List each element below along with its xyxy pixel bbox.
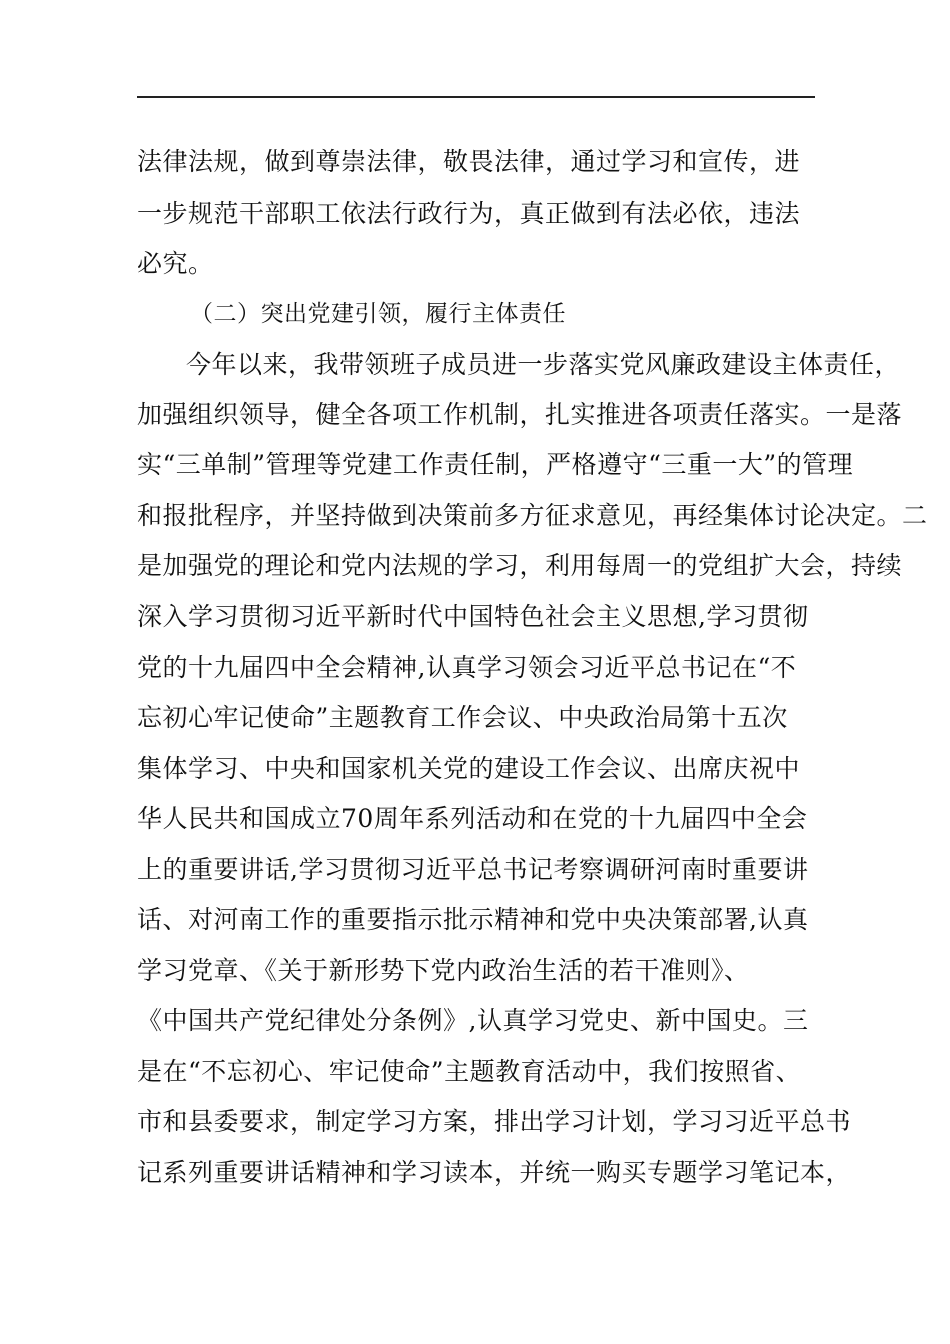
body-line-16: 话、对河南工作的重要指示批示精神和党中央决策部署,认真 — [137, 905, 809, 934]
body-line-2: 一步规范干部职工依法行政行为，真正做到有法必依，违法 — [137, 199, 801, 228]
body-line-13: 集体学习、中央和国家机关党的建设工作会议、出席庆祝中 — [137, 754, 801, 783]
body-line-1: 法律法规，做到尊崇法律，敬畏法律，通过学习和宣传，进 — [137, 147, 801, 176]
body-line-8: 和报批程序，并坚持做到决策前多方征求意见，再经集体讨论决定。二 — [137, 501, 928, 530]
body-line-6: 加强组织领导，健全各项工作机制，扎实推进各项责任落实。一是落 — [137, 400, 903, 429]
body-line-12: 忘初心牢记使命”主题教育工作会议、中央政治局第十五次 — [137, 703, 788, 732]
body-line-7: 实“三单制”管理等党建工作责任制，严格遵守“三重一大”的管理 — [137, 450, 854, 479]
body-line-10: 深入学习贯彻习近平新时代中国特色社会主义思想,学习贯彻 — [137, 602, 809, 631]
body-line-11: 党的十九届四中全会精神,认真学习领会习近平总书记在“不 — [137, 653, 797, 682]
section-heading: （二）突出党建引领，履行主体责任 — [190, 301, 566, 327]
body-line-21: 记系列重要讲话精神和学习读本，并统一购买专题学习笔记本， — [137, 1158, 852, 1187]
body-line-17: 学习党章、《关于新形势下党内政治生活的若干准则》、 — [137, 956, 750, 985]
body-line-15: 上的重要讲话,学习贯彻习近平总书记考察调研河南时重要讲 — [137, 855, 809, 884]
body-line-20: 市和县委要求，制定学习方案，排出学习计划，学习习近平总书 — [137, 1107, 852, 1136]
header-rule — [137, 96, 815, 98]
paragraph-first-line: 今年以来，我带领班子成员进一步落实党风廉政建设主体责任， — [186, 350, 901, 379]
body-line-18: 《中国共产党纪律处分条例》,认真学习党史、新中国史。三 — [137, 1006, 809, 1035]
body-line-9: 是加强党的理论和党内法规的学习，利用每周一的党组扩大会，持续 — [137, 551, 903, 580]
body-line-14: 华人民共和国成立70周年系列活动和在党的十九届四中全会 — [137, 804, 808, 833]
body-line-3: 必究。 — [137, 249, 214, 278]
body-line-19: 是在“不忘初心、牢记使命”主题教育活动中，我们按照省、 — [137, 1057, 802, 1086]
